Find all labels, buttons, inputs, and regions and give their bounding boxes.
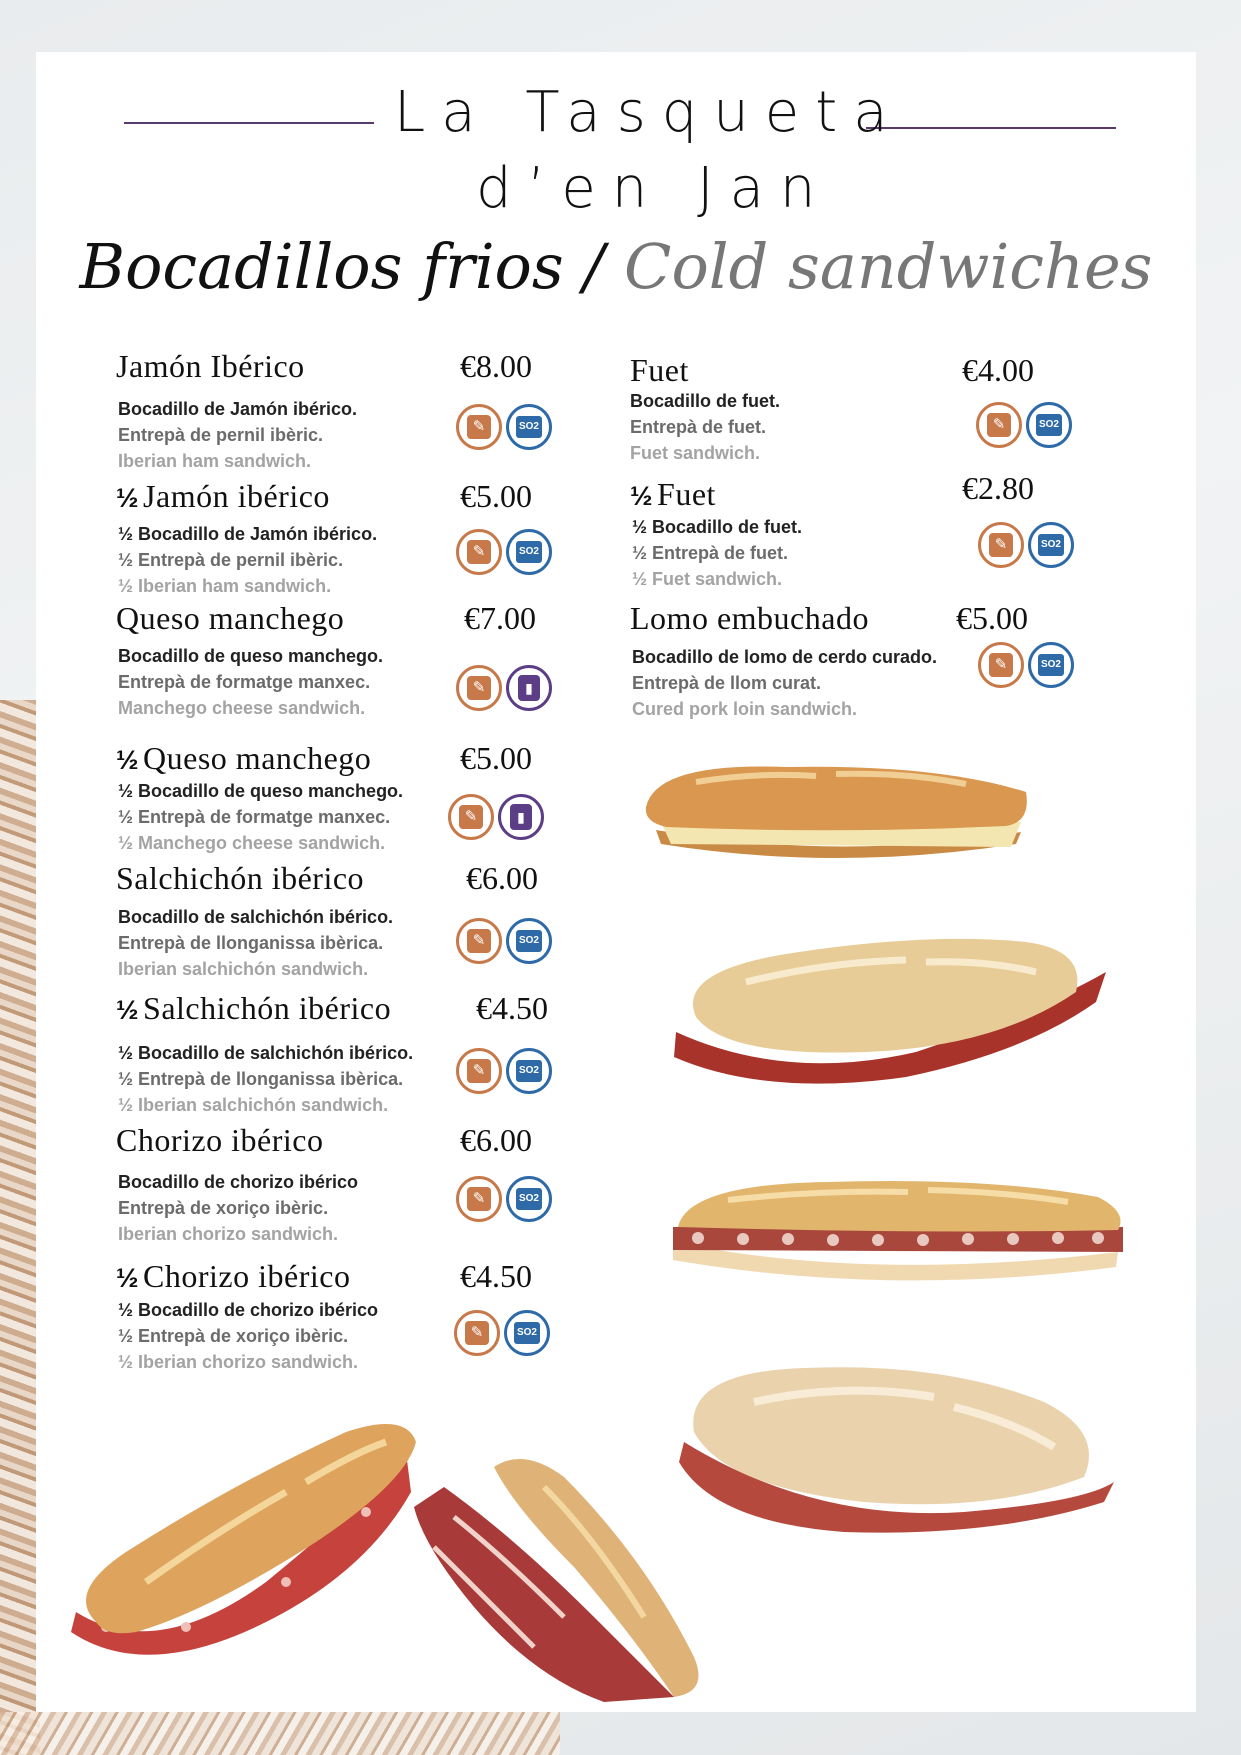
description-es: Bocadillo de salchichón ibérico. [118,907,394,927]
wheat-icon: ✎ [456,918,502,964]
description-en: Fuet sandwich. [630,443,761,463]
allergen-icons [978,642,1074,688]
milk-icon: ▮ [506,665,552,711]
sulphites-icon: SO2 [506,918,552,964]
item-price: €6.00 [466,860,538,896]
description-ca: ½ Entrepà de pernil ibèric. [118,550,344,570]
item-name: Salchichón ibérico [116,860,365,896]
sulphites-icon: SO2 [504,1310,550,1356]
description-es: Bocadillo de queso manchego. [118,646,384,666]
item-price: €8.00 [460,348,532,384]
item-description [118,778,403,856]
allergen-icons [456,1048,552,1094]
item-description [118,396,357,474]
item-price: €2.80 [962,470,1034,506]
wheat-icon: ✎ [448,794,494,840]
allergen-icons [456,1176,552,1222]
item-name: ½ Salchichón ibérico [116,990,392,1026]
description-ca: ½ Entrepà de fuet. [632,543,789,563]
menu-card [36,52,1196,1712]
allergen-icons [456,918,552,964]
item-name: Fuet [630,352,689,388]
item-name: Queso manchego [116,600,345,636]
description-en: Iberian salchichón sandwich. [118,959,369,979]
milk-icon: ▮ [498,794,544,840]
allergen-icons [978,522,1074,568]
description-en: Manchego cheese sandwich. [118,698,366,718]
item-price: €5.00 [956,600,1028,636]
wheat-icon: ✎ [978,522,1024,568]
description-en: ½ Iberian salchichón sandwich. [118,1095,389,1115]
description-en: ½ Manchego cheese sandwich. [118,833,386,853]
description-ca: ½ Entrepà de xoriço ibèric. [118,1326,349,1346]
wheat-icon: ✎ [456,1048,502,1094]
section-title [36,230,1196,303]
item-price: €5.00 [460,740,532,776]
wheat-icon: ✎ [454,1310,500,1356]
title-rule-left [124,122,374,124]
item-description [630,388,780,466]
wheat-icon: ✎ [456,404,502,450]
fuet-sandwich-image [668,1172,1128,1292]
item-name: Jamón Ibérico [116,348,305,384]
pampas-decoration-bottom [0,1712,560,1755]
allergen-icons [456,665,552,711]
description-ca: Entrepà de pernil ibèric. [118,425,324,445]
sulphites-icon: SO2 [506,1176,552,1222]
restaurant-name-line2: d’en Jan [476,156,832,221]
item-name: ½ Chorizo ibérico [116,1258,351,1294]
item-description [118,1169,358,1247]
cheese-sandwich-image [636,752,1036,862]
allergen-icons [456,529,552,575]
wheat-icon: ✎ [456,529,502,575]
item-name: ½ Fuet [630,476,716,512]
sulphites-icon: SO2 [506,404,552,450]
item-name: ½ Jamón ibérico [116,478,330,514]
description-es: Bocadillo de lomo de cerdo curado. [632,647,938,667]
allergen-icons [456,404,552,450]
description-en: Iberian chorizo sandwich. [118,1224,339,1244]
description-es: ½ Bocadillo de queso manchego. [118,781,404,801]
item-price: €4.00 [962,352,1034,388]
sulphites-icon: SO2 [1028,642,1074,688]
item-description [632,514,802,592]
item-description [118,1297,378,1375]
ham-sandwich-image [414,1447,714,1717]
allergen-icons [448,794,544,840]
section-title-separator: / [583,230,605,303]
description-es: Bocadillo de Jamón ibérico. [118,399,358,419]
pampas-decoration-left [0,700,40,1755]
item-description [118,1040,413,1118]
sulphites-icon: SO2 [506,529,552,575]
wheat-icon: ✎ [456,665,502,711]
item-description [118,521,377,599]
description-ca: ½ Entrepà de llonganissa ibèrica. [118,1069,404,1089]
item-price: €5.00 [460,478,532,514]
description-en: ½ Iberian chorizo sandwich. [118,1352,359,1372]
item-name: Chorizo ibérico [116,1122,324,1158]
description-ca: Entrepà de fuet. [630,417,767,437]
section-title-en: Cold sandwiches [624,230,1153,303]
item-price: €7.00 [464,600,536,636]
description-en: Iberian ham sandwich. [118,451,312,471]
item-price: €4.50 [460,1258,532,1294]
description-ca: Entrepà de llonganissa ibèrica. [118,933,384,953]
chorizo-sandwich-image [666,932,1116,1092]
description-es: ½ Bocadillo de chorizo ibérico [118,1300,379,1320]
wheat-icon: ✎ [976,402,1022,448]
item-price: €6.00 [460,1122,532,1158]
item-description [118,904,393,982]
wheat-icon: ✎ [456,1176,502,1222]
sulphites-icon: SO2 [1028,522,1074,568]
description-en: Cured pork loin sandwich. [632,699,858,719]
description-es: ½ Bocadillo de Jamón ibérico. [118,524,378,544]
description-ca: Entrepà de xoriço ibèric. [118,1198,329,1218]
salchichon-sandwich-image [66,1412,426,1672]
section-title-es: Bocadillos frios [79,230,564,303]
lomo-sandwich-image [664,1362,1124,1542]
description-en: ½ Iberian ham sandwich. [118,576,332,596]
item-price: €4.50 [476,990,548,1026]
description-ca: Entrepà de formatge manxec. [118,672,371,692]
description-ca: ½ Entrepà de formatge manxec. [118,807,391,827]
description-en: ½ Fuet sandwich. [632,569,783,589]
description-es: Bocadillo de chorizo ibérico [118,1172,359,1192]
wheat-icon: ✎ [978,642,1024,688]
description-es: ½ Bocadillo de salchichón ibérico. [118,1043,414,1063]
item-name: Lomo embuchado [630,600,869,636]
restaurant-name-line1: La Tasqueta [394,80,904,145]
item-description [118,643,383,721]
allergen-icons [976,402,1072,448]
description-ca: Entrepà de llom curat. [632,673,822,693]
sulphites-icon: SO2 [1026,402,1072,448]
item-description [632,644,937,722]
item-name: ½ Queso manchego [116,740,372,776]
sulphites-icon: SO2 [506,1048,552,1094]
description-es: ½ Bocadillo de fuet. [632,517,803,537]
allergen-icons [454,1310,550,1356]
description-es: Bocadillo de fuet. [630,391,781,411]
